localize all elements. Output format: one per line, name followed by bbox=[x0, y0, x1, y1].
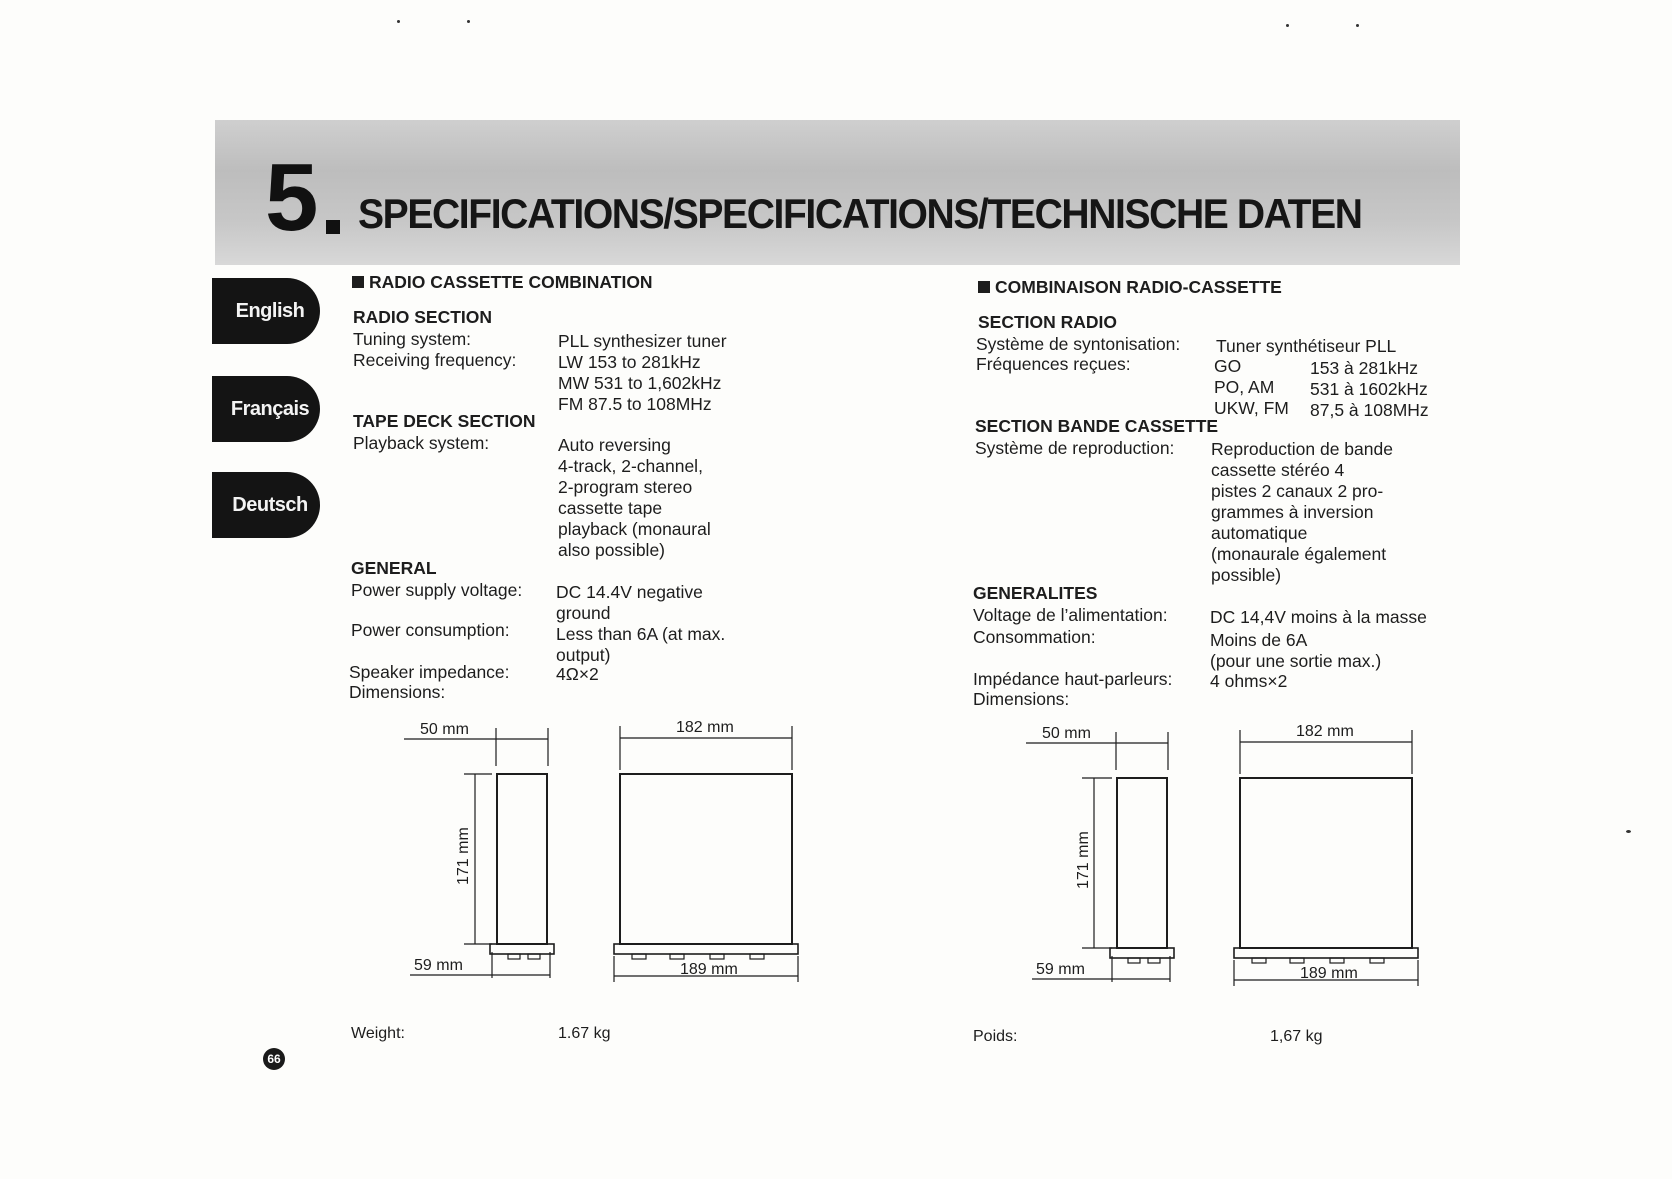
en-dim-width-top: 182 mm bbox=[676, 719, 734, 736]
fr-heading: COMBINAISON RADIO-CASSETTE bbox=[978, 277, 1282, 298]
en-playback-value: also possible) bbox=[558, 540, 665, 560]
en-impedance-label: Speaker impedance: bbox=[349, 662, 510, 682]
fr-radio-section: SECTION RADIO bbox=[978, 312, 1118, 332]
en-dim-depth: 50 mm bbox=[420, 721, 469, 738]
scan-speck bbox=[1286, 24, 1289, 27]
fr-freq-label: Fréquences reçues: bbox=[976, 354, 1131, 374]
fr-weight-label: Poids: bbox=[973, 1028, 1018, 1045]
fr-playback-value: automatique bbox=[1211, 523, 1308, 543]
fr-freq-band: GO bbox=[1214, 356, 1242, 376]
en-dim-height: 171 mm bbox=[455, 827, 472, 885]
fr-playback-label: Système de reproduction: bbox=[975, 438, 1175, 458]
fr-impedance-value: 4 ohms×2 bbox=[1210, 671, 1288, 691]
en-freq-value: MW 531 to 1,602kHz bbox=[558, 373, 722, 393]
en-freq-value: LW 153 to 281kHz bbox=[558, 352, 701, 372]
scan-speck bbox=[1626, 830, 1631, 833]
page-title: SPECIFICATIONS/SPECIFICATIONS/TECHNISCHE DATEN bbox=[358, 190, 1362, 237]
en-power-value: DC 14.4V negative bbox=[556, 582, 703, 602]
en-consumption-value: Less than 6A (at max. bbox=[556, 624, 726, 644]
en-dim-depth-base: 59 mm bbox=[414, 957, 463, 974]
en-radio-section: RADIO SECTION bbox=[353, 307, 493, 327]
tab-francais[interactable] bbox=[212, 376, 320, 442]
en-consumption-label: Power consumption: bbox=[351, 620, 510, 640]
fr-power-value: DC 14,4V moins à la masse bbox=[1210, 607, 1427, 627]
en-dim-width-base: 189 mm bbox=[680, 961, 738, 978]
tab-deutsch[interactable] bbox=[212, 472, 320, 538]
en-playback-value: cassette tape bbox=[558, 498, 663, 518]
fr-power-label: Voltage de l’alimentation: bbox=[973, 605, 1168, 625]
fr-playback-value: possible) bbox=[1211, 565, 1282, 585]
fr-tuning-label: Système de syntonisation: bbox=[976, 334, 1181, 354]
bullet-square-icon bbox=[352, 276, 364, 288]
tab-deutsch-label: Deutsch bbox=[232, 493, 308, 516]
en-consumption-value: output) bbox=[556, 645, 611, 665]
en-power-value: ground bbox=[556, 603, 611, 623]
tab-francais-label: Français bbox=[230, 397, 310, 420]
fr-dimension-drawing bbox=[1002, 716, 1442, 996]
fr-playback-value: Reproduction de bande bbox=[1211, 439, 1393, 459]
fr-dim-depth: 50 mm bbox=[1042, 725, 1091, 742]
fr-playback-value: grammes à inversion bbox=[1211, 502, 1374, 522]
en-weight-label: Weight: bbox=[351, 1025, 405, 1042]
fr-freq-range: 87,5 à 108MHz bbox=[1310, 400, 1429, 420]
en-dimensions-label: Dimensions: bbox=[349, 682, 446, 702]
en-tuning-value: PLL synthesizer tuner bbox=[558, 331, 727, 351]
en-power-label: Power supply voltage: bbox=[351, 580, 523, 600]
en-playback-label: Playback system: bbox=[353, 433, 490, 453]
en-tape-section: TAPE DECK SECTION bbox=[353, 411, 536, 431]
tab-english-label: English bbox=[235, 299, 305, 322]
page-number: 66 bbox=[263, 1048, 285, 1070]
fr-consumption-value: Moins de 6A bbox=[1210, 630, 1308, 650]
fr-freq-range: 153 à 281kHz bbox=[1310, 358, 1418, 378]
en-heading: RADIO CASSETTE COMBINATION bbox=[352, 272, 653, 293]
en-dimension-drawing bbox=[380, 712, 820, 992]
en-playback-value: Auto reversing bbox=[558, 435, 671, 455]
fr-dim-width-base: 189 mm bbox=[1300, 965, 1358, 982]
en-general: GENERAL bbox=[351, 558, 437, 578]
en-playback-value: playback (monaural bbox=[558, 519, 711, 539]
tab-english[interactable] bbox=[212, 278, 320, 344]
fr-freq-range: 531 à 1602kHz bbox=[1310, 379, 1428, 399]
fr-dim-depth-base: 59 mm bbox=[1036, 961, 1085, 978]
en-tuning-label: Tuning system: bbox=[353, 329, 472, 349]
en-playback-value: 4-track, 2-channel, bbox=[558, 456, 703, 476]
fr-weight-value: 1,67 kg bbox=[1270, 1028, 1323, 1045]
en-freq-value: FM 87.5 to 108MHz bbox=[558, 394, 712, 414]
fr-impedance-label: Impédance haut-parleurs: bbox=[973, 669, 1173, 689]
scan-speck bbox=[397, 20, 400, 23]
fr-dimensions-label: Dimensions: bbox=[973, 689, 1070, 709]
fr-dim-height: 171 mm bbox=[1075, 831, 1092, 889]
fr-playback-value: cassette stéréo 4 bbox=[1211, 460, 1345, 480]
en-weight-value: 1.67 kg bbox=[558, 1025, 611, 1042]
bullet-square-icon bbox=[978, 281, 990, 293]
scan-speck bbox=[467, 20, 470, 23]
fr-tape-section: SECTION BANDE CASSETTE bbox=[975, 416, 1219, 436]
fr-playback-value: (monaurale également bbox=[1211, 544, 1387, 564]
fr-general: GENERALITES bbox=[973, 583, 1098, 603]
section-number: 5 bbox=[265, 144, 315, 251]
fr-playback-value: pistes 2 canaux 2 pro- bbox=[1211, 481, 1384, 501]
fr-freq-band: PO, AM bbox=[1214, 377, 1275, 397]
en-playback-value: 2-program stereo bbox=[558, 477, 693, 497]
en-impedance-value: 4Ω×2 bbox=[556, 664, 599, 684]
section-number-dot bbox=[326, 220, 340, 234]
fr-tuning-value: Tuner synthétiseur PLL bbox=[1216, 336, 1397, 356]
fr-dim-width-top: 182 mm bbox=[1296, 723, 1354, 740]
fr-freq-band: UKW, FM bbox=[1214, 398, 1289, 418]
fr-consumption-value: (pour une sortie max.) bbox=[1210, 651, 1382, 671]
scan-speck bbox=[1356, 24, 1359, 27]
en-freq-label: Receiving frequency: bbox=[353, 350, 517, 370]
fr-consumption-label: Consommation: bbox=[973, 627, 1096, 647]
